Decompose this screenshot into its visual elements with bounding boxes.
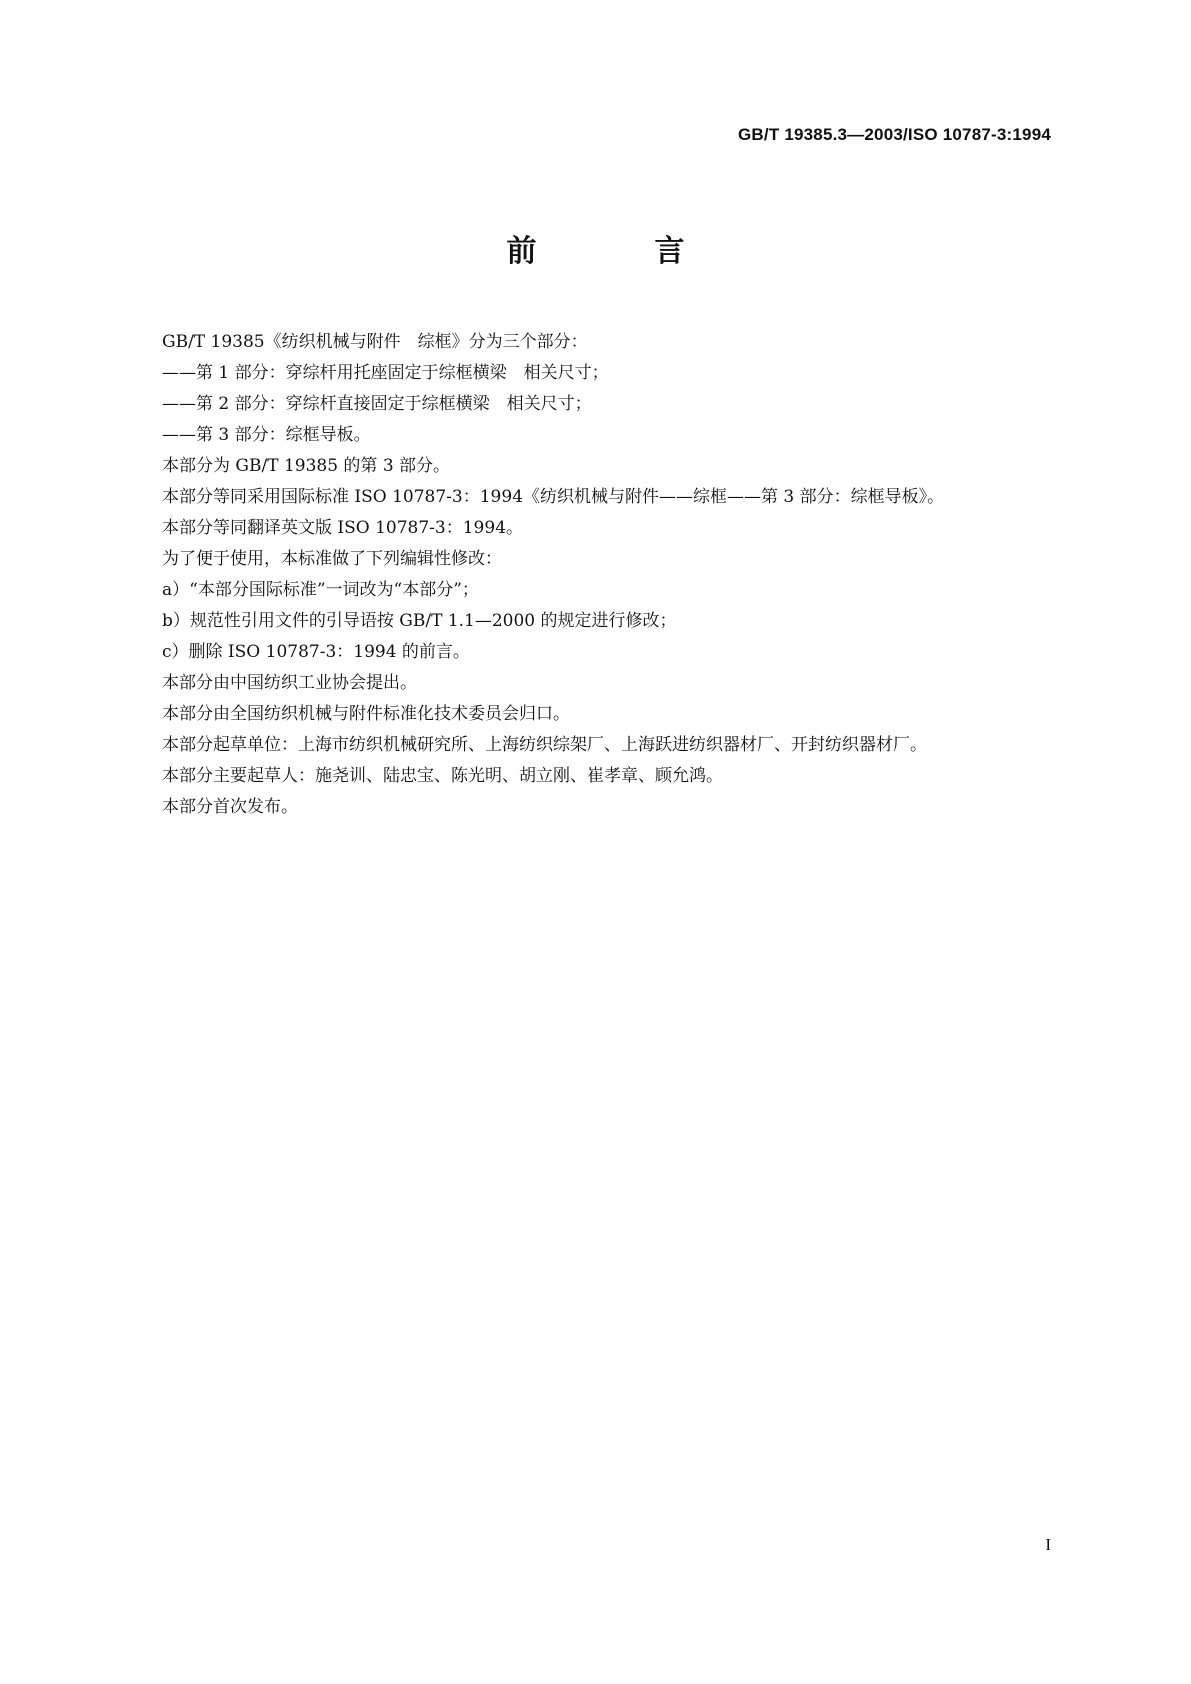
paragraph-this-part: 本部分为 GB/T 19385 的第 3 部分。 — [162, 456, 451, 476]
list-item-edit-a: a）“本部分国际标准”一词改为“本部分”； — [162, 580, 479, 600]
list-item-edit-b: b）规范性引用文件的引导语按 GB/T 1.1—2000 的规定进行修改； — [162, 611, 677, 631]
paragraph-drafting-units: 本部分起草单位：上海市纺织机械研究所、上海纺织综架厂、上海跃进纺织器材厂、开封纺织器材厂。 — [162, 735, 927, 755]
foreword-body — [128, 327, 1058, 823]
page-title: 前 言 — [506, 234, 729, 269]
list-item-edit-c: c）删除 ISO 10787-3：1994 的前言。 — [162, 642, 470, 662]
paragraph-part-1: ——第 1 部分：穿综杆用托座固定于综框横梁 相关尺寸； — [162, 363, 609, 383]
paragraph-edits-intro: 为了便于使用，本标准做了下列编辑性修改： — [162, 549, 502, 569]
paragraph-committee: 本部分由全国纺织机械与附件标准化技术委员会归口。 — [162, 704, 570, 724]
paragraph-parts-intro: GB/T 19385《纺织机械与附件 综框》分为三个部分： — [162, 332, 588, 352]
paragraph-first-release: 本部分首次发布。 — [162, 797, 298, 817]
paragraph-translation: 本部分等同翻译英文版 ISO 10787-3：1994。 — [162, 518, 524, 538]
paragraph-proposer: 本部分由中国纺织工业协会提出。 — [162, 673, 417, 693]
standard-code-header: GB/T 19385.3—2003/ISO 10787-3:1994 — [738, 125, 1051, 144]
paragraph-part-2: ——第 2 部分：穿综杆直接固定于综框横梁 相关尺寸； — [162, 394, 592, 414]
paragraph-part-3: ——第 3 部分：综框导板。 — [162, 425, 371, 445]
page-number: I — [1045, 1535, 1051, 1554]
paragraph-adoption: 本部分等同采用国际标准 ISO 10787-3：1994《纺织机械与附件——综框——第 3 部分：综框导板》。 — [162, 487, 945, 507]
paragraph-drafters: 本部分主要起草人：施尧训、陆忠宝、陈光明、胡立刚、崔孝章、顾允鸿。 — [162, 766, 723, 786]
